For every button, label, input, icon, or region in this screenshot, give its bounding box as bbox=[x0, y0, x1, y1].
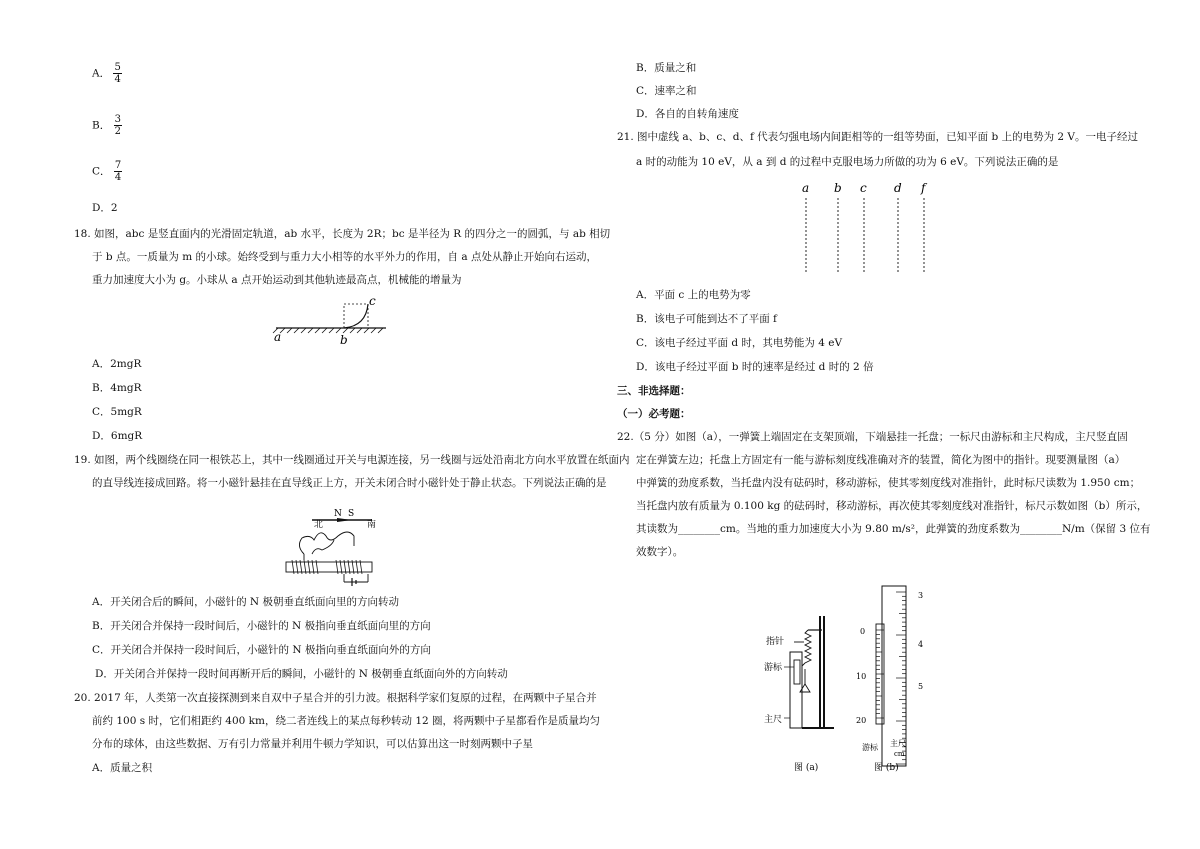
numerator: 7 bbox=[114, 160, 122, 171]
q19-stem-line2: 的直导线连接成回路。将一小磁针悬挂在直导线正上方，开关未闭合时小磁针处于静止状态。下列说法正确的是 bbox=[92, 477, 607, 489]
q21-equipotential-figure bbox=[796, 178, 936, 278]
section-subheading: （一）必考题： bbox=[617, 408, 691, 420]
q20-option-a: A．质量之积 bbox=[92, 762, 153, 774]
label-pointer: 指针 bbox=[765, 637, 784, 647]
numerator: 5 bbox=[114, 62, 121, 73]
label-north: 北 bbox=[314, 520, 324, 530]
main-tick-label-5: 5 bbox=[918, 682, 924, 691]
fraction bbox=[114, 160, 122, 183]
label-main-scale-b: 主尺 bbox=[890, 739, 906, 748]
q18-option-b: B．4mgR bbox=[92, 382, 142, 394]
numerator: 3 bbox=[114, 114, 121, 125]
label-vernier-b: 游标 bbox=[862, 743, 878, 752]
q18-stem-line1: 18. 如图，abc 是竖直面内的光滑固定轨道，ab 水平，长度为 2R；bc 是半径为 R 的四分之一的圆弧，与 ab 相切 bbox=[74, 228, 611, 240]
plane-label: d bbox=[894, 181, 902, 195]
plane-d bbox=[894, 181, 902, 274]
label-main-scale: 主尺 bbox=[763, 715, 782, 725]
plane-label: a bbox=[802, 181, 810, 195]
q18-option-a: A．2mgR bbox=[92, 358, 142, 370]
q18-track-figure bbox=[268, 292, 398, 348]
q22-stem-line2: 定在弹簧左边；托盘上方固定有一能与游标刻度线准确对齐的装置，简化为图中的指针。现要测量图（a） bbox=[636, 454, 1126, 466]
denominator: 4 bbox=[114, 74, 121, 85]
plane-b bbox=[834, 181, 842, 274]
plane-a bbox=[802, 181, 809, 274]
denominator: 2 bbox=[114, 126, 121, 137]
q17-option-d: D．2 bbox=[92, 202, 118, 214]
q18-stem-line2: 于 b 点。一质量为 m 的小球。始终受到与重力大小相等的水平外力的作用，自 a 点处从静止开始向右运动， bbox=[92, 251, 597, 263]
label-vernier: 游标 bbox=[763, 663, 782, 673]
q19-option-b: B．开关闭合并保持一段时间后，小磁针的 N 极指向垂直纸面向里的方向 bbox=[92, 620, 431, 632]
option-label: A． bbox=[92, 67, 111, 80]
q20-stem-line1: 20. 2017 年，人类第一次直接探测到来自双中子星合并的引力波。根据科学家们复原的过程，在两颗中子星合并 bbox=[74, 692, 597, 704]
label-a: a bbox=[274, 330, 282, 344]
vernier-tick-label-10: 10 bbox=[856, 672, 867, 681]
q19-option-a: A．开关闭合后的瞬间，小磁针的 N 极朝垂直纸面向里的方向转动 bbox=[92, 596, 399, 608]
label-c: c bbox=[369, 294, 376, 308]
fraction bbox=[113, 62, 121, 85]
q19-option-c: C．开关闭合并保持一段时间后，小磁针的 N 极指向垂直纸面向外的方向 bbox=[92, 644, 431, 656]
q18-option-d: D．6mgR bbox=[92, 430, 143, 442]
ground-hatch bbox=[273, 328, 383, 333]
label-south: 南 bbox=[367, 520, 377, 530]
main-tick-label-4: 4 bbox=[918, 640, 924, 649]
q20-stem-line2: 前约 100 s 时，它们相距约 400 km，绕二者连线上的某点每秒转动 12 圈，将两颗中子星都看作是质量均匀 bbox=[92, 715, 601, 727]
q21-option-d: D．该电子经过平面 b 时的速率是经过 d 时的 2 倍 bbox=[636, 361, 874, 373]
label-N: N bbox=[334, 509, 342, 519]
vernier-tick-label-20: 20 bbox=[856, 716, 867, 725]
plane-label: b bbox=[834, 181, 842, 195]
caption-b: 图 (b) bbox=[874, 763, 899, 773]
q22-stem-line6: 效数字）。 bbox=[636, 546, 684, 558]
option-label: B． bbox=[92, 119, 111, 132]
plane-f bbox=[920, 181, 928, 274]
q21-stem-line2: a 时的动能为 10 eV，从 a 到 d 的过程中克服电场力所做的功为 6 eV。下列说法正确的是 bbox=[636, 156, 1059, 168]
q21-option-c: C．该电子经过平面 d 时，其电势能为 4 eV bbox=[636, 337, 843, 349]
q22-figure-a bbox=[762, 612, 842, 772]
q22-stem-line1: 22.（5 分）如图（a），一弹簧上端固定在支架顶端，下端悬挂一托盘；一标尺由游标和主尺构成，主尺竖直固 bbox=[617, 431, 1128, 443]
q17-option-b bbox=[92, 114, 122, 137]
main-tick-label-3: 3 bbox=[918, 591, 924, 600]
q22-stem-line5: 其读数为________cm。当地的重力加速度大小为 9.80 m/s²，此弹簧的劲度系数为________N/m（保留 3 位有 bbox=[636, 523, 1151, 535]
q22-stem-line4: 当托盘内放有质量为 0.100 kg 的砝码时，移动游标，再次使其零刻度线对准指针，标尺示数如图（b）所示， bbox=[636, 500, 1148, 512]
option-label: C． bbox=[92, 165, 111, 178]
q21-option-a: A．平面 c 上的电势为零 bbox=[636, 289, 751, 301]
q19-option-d: D．开关闭合并保持一段时间再断开后的瞬间，小磁针的 N 极朝垂直纸面向外的方向转动 bbox=[95, 668, 508, 680]
q20-option-c: C．速率之和 bbox=[636, 85, 697, 97]
q18-stem-line3: 重力加速度大小为 g。小球从 a 点开始运动到其他轨迹最高点，机械能的增量为 bbox=[92, 274, 462, 286]
denominator: 4 bbox=[114, 172, 122, 183]
plane-label: f bbox=[921, 181, 926, 195]
vernier-scale-ticks bbox=[876, 630, 884, 718]
q21-stem-line1: 21. 图中虚线 a、b、c、d、f 代表匀强电场内间距相等的一组等势面，已知平面 b 上的电势为 2 V。一电子经过 bbox=[617, 131, 1139, 143]
label-b: b bbox=[340, 333, 348, 347]
q19-coil-figure bbox=[282, 506, 382, 588]
q20-option-b: B．质量之和 bbox=[636, 62, 697, 74]
q19-stem-line1: 19. 如图，两个线圈绕在同一根铁芯上，其中一线圈通过开关与电源连接，另一线圈与远处沿南北方向水平放置在纸面内 bbox=[74, 454, 630, 466]
caption-a: 图 (a) bbox=[794, 763, 819, 772]
q20-option-d: D．各自的自转角速度 bbox=[636, 108, 739, 120]
vernier-tick-label-0: 0 bbox=[860, 627, 866, 636]
label-S: S bbox=[348, 509, 355, 519]
q22-figure-b bbox=[846, 582, 936, 774]
q22-stem-line3: 中弹簧的劲度系数，当托盘内没有砝码时，移动游标，使其零刻度线对准指针，此时标尺读数为 1.950 cm； bbox=[636, 477, 1141, 489]
q21-option-b: B．该电子可能到达不了平面 f bbox=[636, 313, 777, 325]
q18-option-c: C．5mgR bbox=[92, 406, 142, 418]
plane-c bbox=[860, 181, 867, 274]
plane-label: c bbox=[860, 181, 867, 195]
label-unit: cm bbox=[894, 750, 905, 758]
fraction bbox=[114, 114, 122, 137]
section-heading: 三、非选择题： bbox=[617, 385, 691, 397]
q17-option-a bbox=[92, 62, 122, 85]
q20-stem-line3: 分布的球体，由这些数据、万有引力常量并利用牛顿力学知识，可以估算出这一时刻两颗中子星 bbox=[92, 738, 533, 750]
q17-option-c bbox=[92, 160, 122, 183]
